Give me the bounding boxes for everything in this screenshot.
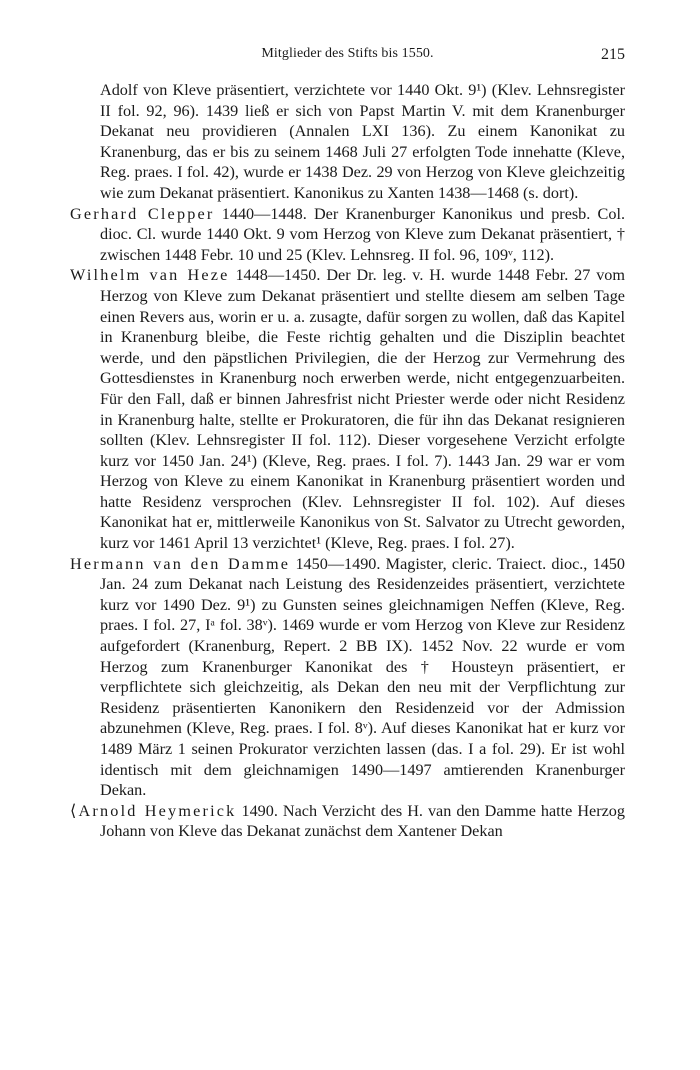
- entry-text: 1490. Nach Verzicht des H. van den Damme hatte Herzog Johann von Kleve das Dekanat zunächst dem Xantener Dekan: [100, 801, 625, 841]
- entry-name: Gerhard Clepper: [70, 204, 215, 223]
- entry-arnold-heymerick: [70, 801, 625, 842]
- page-header: [70, 46, 625, 68]
- running-title: Mitglieder des Stifts bis 1550.: [261, 46, 434, 61]
- entry-name: Hermann van den Damme: [70, 554, 291, 573]
- entry-gerhard-clepper: [70, 204, 625, 266]
- entry-text: 1450—1490. Magister, cleric. Traiect. dioc., 1450 Jan. 24 zum Dekanat nach Leistung des Residenzeides präsentiert, verzichtete kurz vor 1490 Dez. 9¹) zu Gunsten seines gleichnamigen Neffen (Kleve, Reg. praes. I fol. 27, Iᵃ fol. 38ᵛ). 1469 wurde er vom Herzog von Kleve zur Residenz aufgefordert (Kranenburg, Repert. 2 BB IX). 1452 Nov. 22 wurde er vom Herzog zum Kranenburger Kanonikat des † Housteyn präsentiert, er verpflichtete sich gleichzeitig, als Dekan den neu mit der Verpflichtung zur Residenz präsentierten Kanonikern den Residenzeid vor der Admission abzunehmen (Kleve, Reg. praes. I fol. 8ᵛ). Auf dieses Kanonikat hat er kurz vor 1489 März 1 seinen Prokurator verzichten lassen (das. I a fol. 29). Er ist wohl identisch mit dem gleichnamigen 1490—1497 amtierenden Kranenburger Dekan.: [100, 554, 625, 800]
- entry-continuation: [70, 80, 625, 204]
- entry-hermann-van-den-damme: [70, 554, 625, 801]
- entry-name: ⟨Arnold Heymerick: [70, 801, 237, 820]
- entry-name: Wilhelm van Heze: [70, 266, 230, 285]
- entry-text: 1440—1448. Der Kranenburger Kanonikus und presb. Col. dioc. Cl. wurde 1440 Okt. 9 vom Herzog von Kleve zum Dekanat präsentiert, † zwischen 1448 Febr. 10 und 25 (Klev. Lehnsreg. II fol. 96, 109ᵛ, 112).: [100, 204, 625, 264]
- body-text: [70, 80, 625, 842]
- page-number: 215: [601, 46, 625, 63]
- entry-text: 1448—1450. Der Dr. leg. v. H. wurde 1448 Febr. 27 vom Herzog von Kleve zum Dekanat präsentiert und stellte diesem am selben Tage einen Revers aus, worin er u. a. zusagte, dafür sorgen zu wollen, daß das Kapitel in Kranenburg bleibe, die Feste richtig gehalten und die Disziplin beachtet werde, und den päpstlichen Privilegien, die der Herzog zur Vermehrung des Gottesdienstes in Kranenburg noch erwerben werde, nicht entgegenzuarbeiten. Für den Fall, daß er binnen Jahresfrist nicht Priester werde oder nicht Residenz in Kranenburg halte, stellte er Prokuratoren, die für ihn das Dekanat resignieren sollten (Klev. Lehnsregister II fol. 112). Dieser vorgesehene Verzicht erfolgte kurz vor 1450 Jan. 24¹) (Kleve, Reg. praes. I fol. 7). 1443 Jan. 29 war er vom Herzog von Kleve zu einem Kanonikat in Kranenburg präsentiert worden und hatte Residenz versprochen (Klev. Lehnsregister II fol. 102). Auf dieses Kanonikat hat er, mittlerweile Kanonikus von St. Salvator zu Utrecht geworden, kurz vor 1461 April 13 verzichtet¹ (Kleve, Reg. praes. I fol. 27).: [100, 266, 625, 553]
- entry-wilhelm-van-heze: [70, 265, 625, 553]
- entry-text: Adolf von Kleve präsentiert, verzichtete vor 1440 Okt. 9¹) (Klev. Lehnsregister II fol. 92, 96). 1439 ließ er sich von Papst Martin V. mit dem Kranenburger Dekanat neu providieren (Annalen LXI 136). Zu einem Kanonikat zu Kranenburg, das er bis zu seinem 1468 Juli 27 erfolgten Tode innehatte (Kleve, Reg. praes. I fol. 42), wurde er 1438 Dez. 29 von Herzog von Kleve gleichzeitig wie zum Dekanat präsentiert. Kanonikus zu Xanten 1438—1468 (s. dort).: [100, 81, 625, 202]
